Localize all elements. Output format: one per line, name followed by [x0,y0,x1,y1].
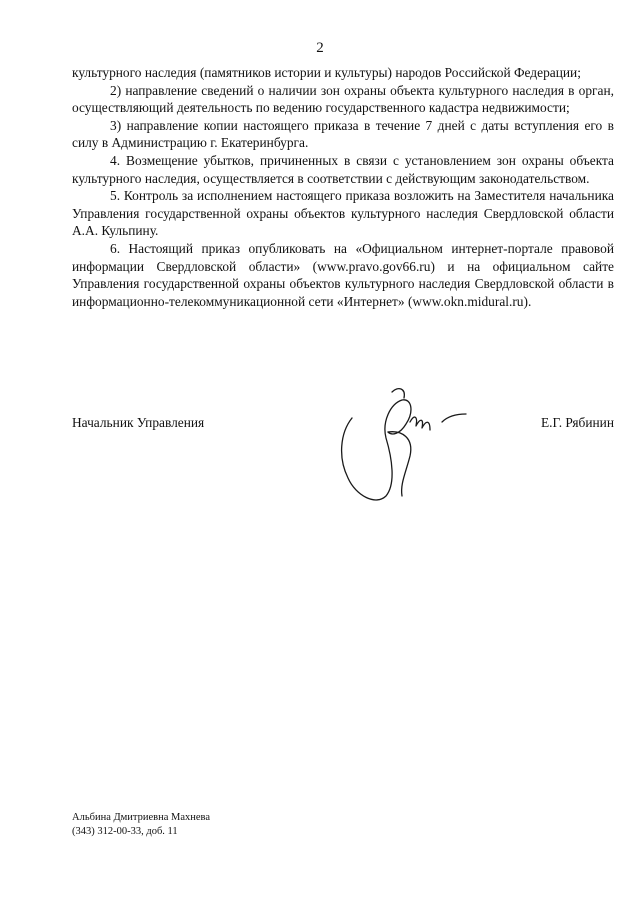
contact-phone: (343) 312-00-33, доб. 11 [72,826,178,837]
paragraph-item-3: 3) направление копии настоящего приказа в течение 7 дней с даты вступления его в силу в Администрацию г. Екатеринбурга. [72,117,614,151]
document-body [72,64,614,310]
paragraph-item-2: 2) направление сведений о наличии зон охраны объекта культурного наследия в орган, осуществляющий деятельность по ведению государственного кадастра недвижимости; [72,82,614,116]
paragraph-clause-6: 6. Настоящий приказ опубликовать на «Официальном интернет-портале правовой информации Свердловской области» (www.pravo.gov66.ru) и на официальном сайте Управления государственной охраны объектов культурного наследия Свердловской области в информационно-телекоммуникационной сети «Интернет» (www.okn.midural.ru). [72,240,614,309]
contact-footer [72,811,210,839]
paragraph-continuation: культурного наследия (памятников истории и культуры) народов Российской Федерации; [72,65,581,80]
paragraph-clause-5: 5. Контроль за исполнением настоящего приказа возложить на Заместителя начальника Управления государственной охраны объектов культурного наследия Свердловской области А.А. Кульпину. [72,188,614,239]
signatory-title: Начальник Управления [72,415,205,430]
page-number: 2 [316,40,324,56]
paragraph-clause-4: 4. Возмещение убытков, причиненных в связи с установлением зон охраны объекта культурного наследия, осуществляется в соответствии с действующим законодательством. [72,152,614,186]
handwritten-signature [330,378,480,518]
signatory-name: Е.Г. Рябинин [540,415,614,430]
contact-name: Альбина Дмитриевна Махнева [72,812,211,823]
